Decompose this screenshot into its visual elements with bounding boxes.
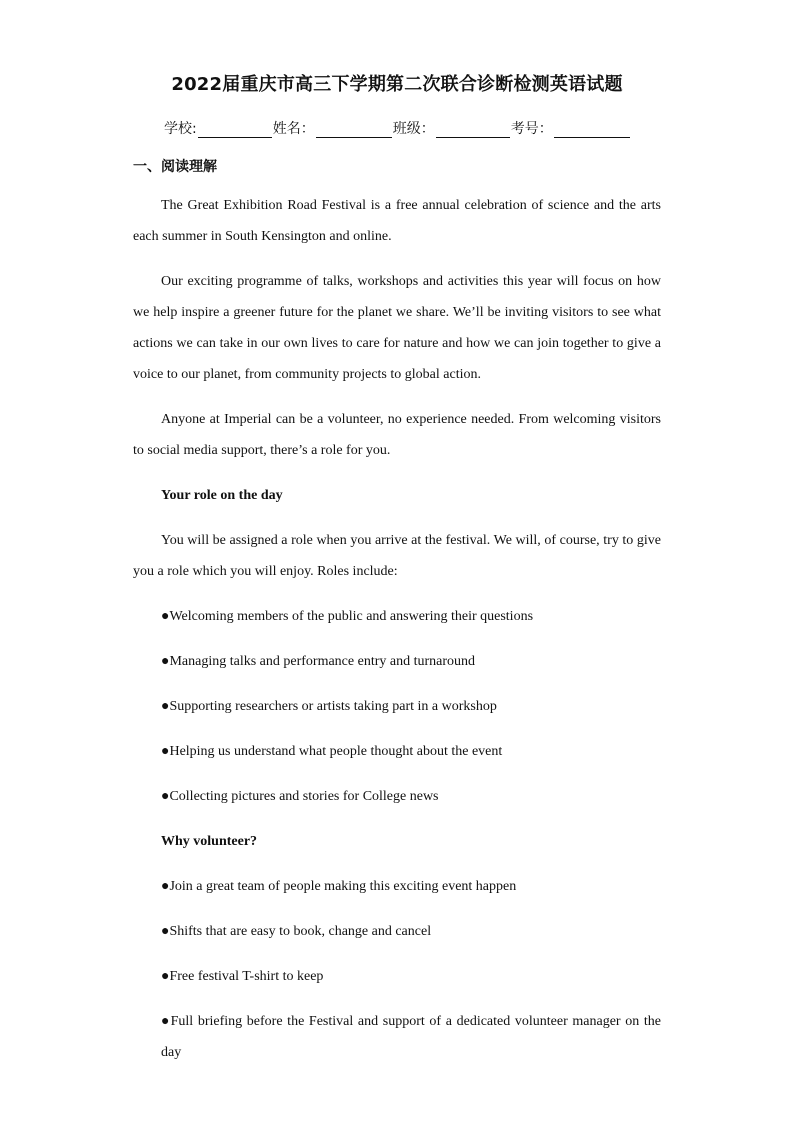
roles-list <box>133 601 661 812</box>
list-item: ●Managing talks and performance entry and turnaround <box>161 654 476 669</box>
school-blank <box>198 123 272 138</box>
section-heading: 一、阅读理解 <box>133 159 217 175</box>
list-item: ●Supporting researchers or artists taking part in a workshop <box>161 699 497 714</box>
paragraph: Our exciting programme of talks, workshops and activities this year will focus on how we help inspire a greener future for the planet we share. We’ll be inviting visitors to see what actions we can take in our own lives to care for nature and how we can join together to give a voice to our planet, from community projects to global action. <box>133 274 661 382</box>
page-title: 2022届重庆市高三下学期第二次联合诊断检测英语试题 <box>171 74 623 95</box>
name-blank <box>316 123 392 138</box>
class-blank <box>436 123 510 138</box>
class-label: 班级： <box>392 121 435 137</box>
exam-no-blank <box>554 123 630 138</box>
list-item: ●Helping us understand what people thought about the event <box>161 744 503 759</box>
list-item: ●Full briefing before the Festival and support of a dedicated volunteer manager on the day <box>161 1014 661 1060</box>
list-item: ●Welcoming members of the public and answering their questions <box>161 609 534 624</box>
exam-no-label: 考号： <box>510 121 553 137</box>
paragraph: Anyone at Imperial can be a volunteer, no experience needed. From welcoming visitors to social media support, there’s a role for you. <box>133 412 661 458</box>
passage <box>133 190 661 1082</box>
paragraph: The Great Exhibition Road Festival is a free annual celebration of science and the arts each summer in South Kensington and online. <box>133 198 661 244</box>
why-list <box>133 871 661 1068</box>
why-heading: Why volunteer? <box>161 834 258 849</box>
list-item: ●Shifts that are easy to book, change and cancel <box>161 924 432 939</box>
student-info-row <box>164 118 631 138</box>
list-item: ●Join a great team of people making this exciting event happen <box>161 879 517 894</box>
role-heading: Your role on the day <box>161 488 283 503</box>
list-item: ●Free festival T-shirt to keep <box>161 969 324 984</box>
role-intro: You will be assigned a role when you arrive at the festival. We will, of course, try to give you a role which you will enjoy. Roles include: <box>133 533 661 579</box>
name-label: 姓名： <box>272 121 315 137</box>
school-label: 学校: <box>164 121 197 137</box>
list-item: ●Collecting pictures and stories for College news <box>161 789 439 804</box>
